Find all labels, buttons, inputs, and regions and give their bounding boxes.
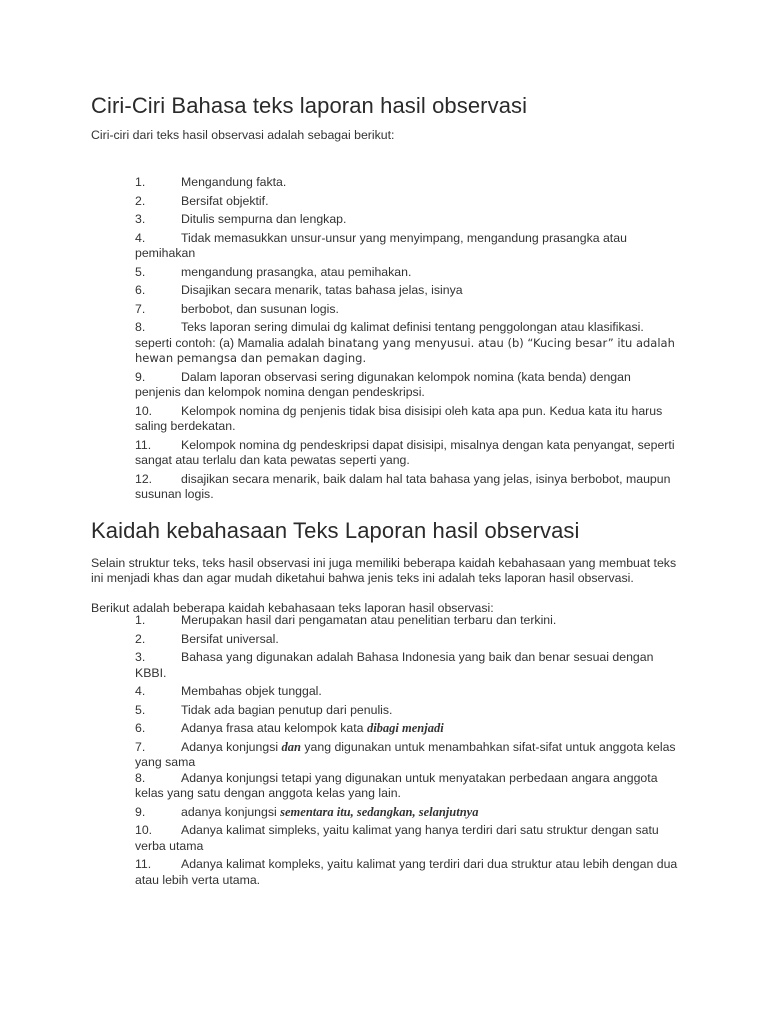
list-item-number: 6. <box>135 721 146 735</box>
list-item-number: 4. <box>135 684 146 698</box>
list-item-number: 10. <box>135 403 153 418</box>
list-item <box>135 472 680 503</box>
list-item <box>135 438 680 469</box>
list-item <box>135 231 680 262</box>
example-text: binatang yang menyusui <box>327 335 471 350</box>
list-item-number: 6. <box>135 283 146 297</box>
list-item-text: Teks laporan sering dimulai dg kalimat definisi tentang penggolongan atau klasifikasi. seperti contoh: (a) Mamalia adalah <box>135 320 644 350</box>
list-item-text: Bersifat objektif. <box>181 193 269 208</box>
list-item-number: 5. <box>135 264 146 279</box>
list-item <box>135 370 680 401</box>
section1-intro: Ciri-ciri dari teks hasil observasi adalah sebagai berikut: <box>91 128 395 142</box>
list-item <box>135 805 680 821</box>
list-item-text: Adanya kalimat simpleks, yaitu kalimat yang hanya terdiri dari satu struktur dengan satu verba utama <box>135 823 659 853</box>
list-item-text: Disajikan secara menarik, tatas bahasa jelas, isinya <box>181 283 463 297</box>
emphasis-text: dibagi menjadi <box>366 721 444 735</box>
list-item <box>135 283 680 299</box>
list-item <box>135 632 680 648</box>
list-item-text: Kelompok nomina dg penjenis tidak bisa disisipi oleh kata apa pun. Kedua kata itu harus saling berdekatan. <box>135 403 663 433</box>
list-item-text: Tidak memasukkan unsur-unsur yang menyimpang, mengandung prasangka atau pemihakan <box>135 230 627 260</box>
section2-intro2: Berikut adalah beberapa kaidah kebahasaan teks laporan hasil observasi: <box>91 601 494 615</box>
list-item <box>135 320 680 367</box>
list-item-number: 1. <box>135 613 146 627</box>
list-item-text: Adanya konjungsi <box>181 739 282 754</box>
list-item <box>135 740 680 771</box>
list-item <box>135 265 680 281</box>
example-text: Kucing besar <box>533 335 608 350</box>
list-item <box>135 650 680 681</box>
list-item-text: Ditulis sempurna dan lengkap. <box>181 212 347 226</box>
list-item-number: 12. <box>135 471 153 486</box>
list-item-text: Adanya frasa atau kelompok kata <box>181 721 367 735</box>
list-item-number: 8. <box>135 770 146 785</box>
list-item <box>135 703 680 719</box>
list-item-number: 11. <box>135 857 152 871</box>
list-item-number: 10. <box>135 823 153 837</box>
list-item-number: 8. <box>135 320 146 334</box>
section2-list <box>135 613 680 888</box>
list-item-number: 11. <box>135 437 152 452</box>
list-item-number: 7. <box>135 739 146 754</box>
list-item-text: Tidak ada bagian penutup dari penulis. <box>181 702 393 717</box>
emphasis-text: sementara itu, sedangkan, selanjutnya <box>280 804 479 819</box>
list-item-number: 4. <box>135 230 146 245</box>
list-item-text: disajikan secara menarik, baik dalam hal tata bahasa yang jelas, isinya berbobot, maupun susunan logis. <box>135 471 671 501</box>
list-item-number: 1. <box>135 175 146 189</box>
list-item-number: 2. <box>135 631 146 646</box>
list-item-number: 9. <box>135 804 146 819</box>
list-item-text: yang digunakan untuk menambahkan sifat-sifat untuk anggota kelas yang sama <box>135 739 676 769</box>
list-item <box>135 302 680 318</box>
list-item <box>135 613 680 629</box>
section1-list <box>135 175 680 503</box>
list-item-text: Adanya kalimat kompleks, yaitu kalimat yang terdiri dari dua struktur atau lebih dengan dua atau lebih verta utama. <box>135 857 678 887</box>
list-item-text: adanya konjungsi <box>181 804 281 819</box>
list-item-number: 7. <box>135 301 146 316</box>
list-item <box>135 684 680 700</box>
section1-title: Ciri-Ciri Bahasa teks laporan hasil observasi <box>91 93 528 118</box>
section2-intro: Selain struktur teks, teks hasil observasi ini juga memiliki beberapa kaidah kebahasaan yang membuat teks ini menjadi khas dan agar mudah diketahui bahwa jenis teks ini adalah teks laporan hasil observasi. <box>91 556 677 585</box>
list-item-text: mengandung prasangka, atau pemihakan. <box>181 264 412 279</box>
list-item <box>135 212 680 228</box>
list-item <box>135 175 680 191</box>
list-item <box>135 771 680 802</box>
list-item-text: Adanya konjungsi tetapi yang digunakan untuk menyatakan perbedaan angara anggota kelas yang satu dengan anggota kelas yang lain. <box>135 770 658 800</box>
list-item-text: Merupakan hasil dari pengamatan atau penelitian terbaru dan terkini. <box>181 613 557 627</box>
list-item-text: Kelompok nomina dg pendeskripsi dapat disisipi, misalnya dengan kata penyangat, seperti sangat atau terlalu dan kata pewatas seperti yang. <box>135 437 675 467</box>
list-item-text: Mengandung fakta. <box>181 175 287 189</box>
emphasis-text: dan <box>281 739 301 754</box>
list-item-text: Bersifat universal. <box>181 631 279 646</box>
list-item <box>135 721 680 737</box>
list-item-text: berbobot, dan susunan logis. <box>181 301 339 316</box>
list-item-text: Dalam laporan observasi sering digunakan kelompok nomina (kata benda) dengan penjenis dan kelompok nomina dengan pendeskripsi. <box>135 369 631 399</box>
list-item <box>135 404 680 435</box>
list-item <box>135 857 680 888</box>
list-item-text: Bahasa yang digunakan adalah Bahasa Indonesia yang baik dan benar sesuai dengan KBBI. <box>135 650 654 680</box>
example-text: . atau (b) “ <box>470 335 534 350</box>
list-item-number: 5. <box>135 702 146 717</box>
list-item-number: 9. <box>135 369 146 384</box>
list-item-number: 3. <box>135 212 146 226</box>
list-item-number: 2. <box>135 193 146 208</box>
list-item-number: 3. <box>135 650 146 664</box>
list-item <box>135 194 680 210</box>
list-item-text: Membahas objek tunggal. <box>181 684 322 698</box>
list-item <box>135 823 680 854</box>
section2-title: Kaidah kebahasaan Teks Laporan hasil observasi <box>91 518 580 543</box>
example-text: ” itu adalah hewan pemangsa dan pemakan daging. <box>135 335 675 365</box>
